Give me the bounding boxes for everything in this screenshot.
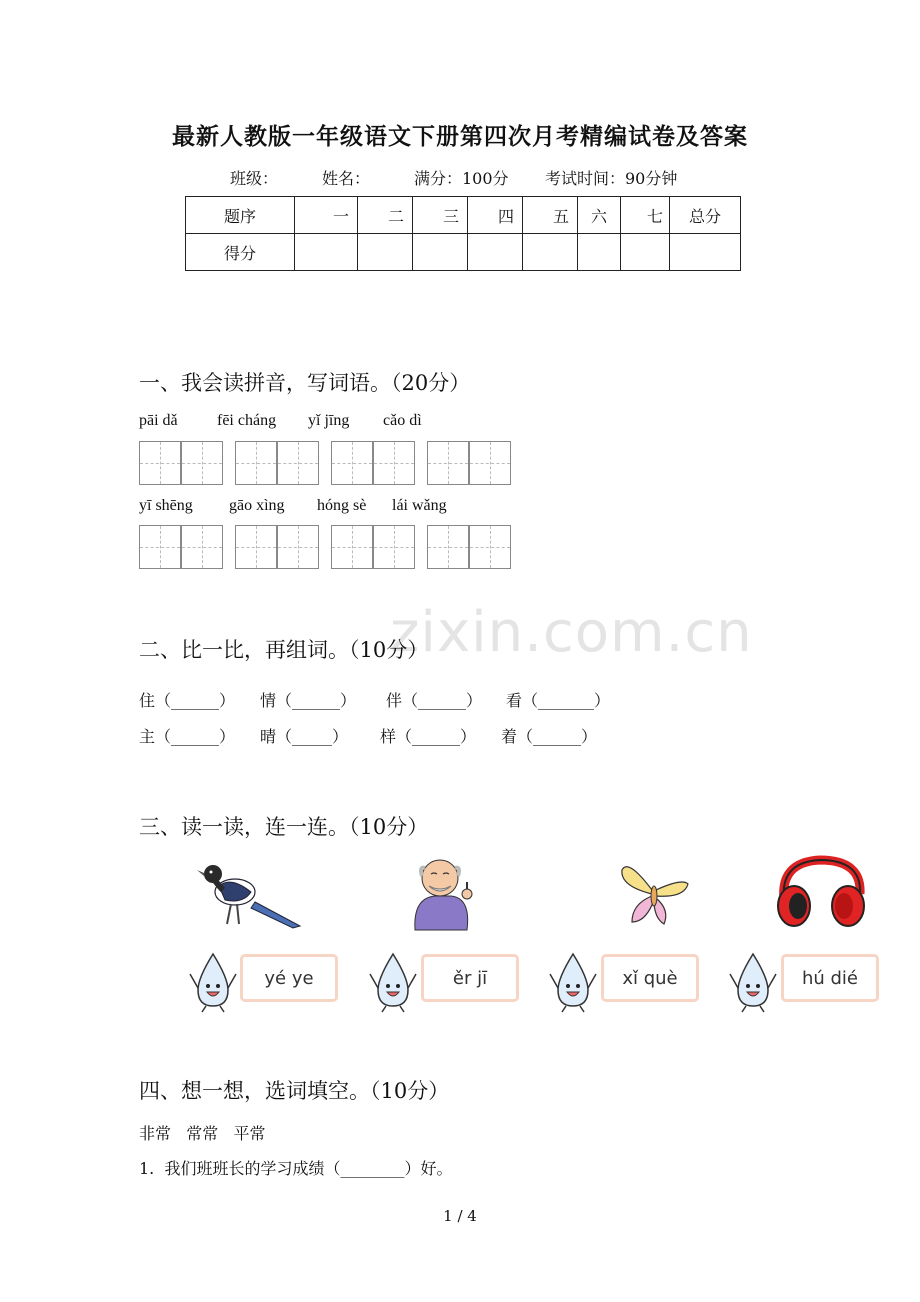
score-table [185,196,741,271]
score-cell[interactable] [468,234,523,271]
word-blank[interactable]: 伴（______） [386,691,483,710]
writing-cell[interactable] [235,441,277,485]
writing-cell[interactable] [469,441,511,485]
pinyin-label: gāo xìng [229,497,285,514]
writing-cell[interactable] [181,525,223,569]
score-cell[interactable] [295,234,358,271]
pinyin-label: yī shēng [139,497,193,514]
water-drop-icon [186,950,240,1014]
word-blank[interactable]: 住（______） [139,691,236,710]
water-drop-icon [726,950,780,1014]
writing-cell[interactable] [373,441,415,485]
pinyin-badge[interactable]: yé ye [240,954,338,1002]
header-cell: 四 [468,197,523,234]
writing-cell[interactable] [277,525,319,569]
score-cell[interactable] [578,234,621,271]
class-label: 班级： [230,169,279,188]
pinyin-label: cǎo dì [383,412,422,429]
word-blank[interactable]: 着（______） [501,727,598,746]
writing-cell[interactable] [181,441,223,485]
water-drop-icon [546,950,600,1014]
page-title: 最新人教版一年级语文下册第四次月考精编试卷及答案 [172,123,748,150]
question-1[interactable]: 1. 我们班班长的学习成绩（________）好。 [139,1159,453,1178]
score-table-header-row [186,197,741,234]
word-options: 非常 常常 平常 [139,1124,266,1143]
writing-cell[interactable] [331,525,373,569]
section3-title: 三、读一读，连一连。（10分） [139,815,429,839]
word-blank[interactable]: 看（_______） [506,691,611,710]
pinyin-badge[interactable]: xǐ què [601,954,699,1002]
headphones-icon[interactable] [770,854,870,934]
pinyin-label: lái wǎng [392,497,447,514]
water-drop-icon [366,950,420,1014]
word-blank[interactable]: 晴（_____） [260,727,349,746]
score-cell[interactable] [358,234,413,271]
writing-cell[interactable] [469,525,511,569]
pinyin-badge[interactable]: hú dié [781,954,879,1002]
exam-time: 考试时间：90分钟 [545,169,678,188]
header-cell: 七 [621,197,670,234]
writing-cell[interactable] [331,441,373,485]
full-score: 满分：100分 [414,169,509,188]
word-blank[interactable]: 主（______） [139,727,236,746]
score-cell[interactable] [670,234,741,271]
header-cell: 总分 [670,197,741,234]
word-blank[interactable]: 情（______） [260,691,357,710]
pinyin-label: hóng sè [317,497,367,514]
grandpa-icon[interactable] [405,852,480,932]
word-blank[interactable]: 样（______） [380,727,477,746]
score-cell[interactable] [523,234,578,271]
header-cell: 六 [578,197,621,234]
writing-cell[interactable] [139,441,181,485]
section4-title: 四、想一想，选词填空。（10分） [139,1079,450,1103]
writing-cell[interactable] [427,525,469,569]
name-label: 姓名： [322,169,371,188]
header-cell: 五 [523,197,578,234]
section1-title: 一、我会读拼音，写词语。（20分） [139,371,471,395]
writing-cell[interactable] [235,525,277,569]
score-cell[interactable] [621,234,670,271]
butterfly-icon[interactable] [618,856,690,930]
writing-cell[interactable] [277,441,319,485]
header-cell: 题序 [186,197,295,234]
pinyin-label: fēi cháng [217,412,277,429]
header-cell: 二 [358,197,413,234]
page-number: 1 / 4 [443,1207,477,1225]
watermark: zixin.com.cn [390,600,753,665]
score-cell[interactable] [413,234,468,271]
pinyin-badge[interactable]: ěr jī [421,954,519,1002]
section2-title: 二、比一比，再组词。（10分） [139,638,429,662]
header-cell: 一 [295,197,358,234]
row-label: 得分 [186,234,295,271]
writing-cell[interactable] [373,525,415,569]
score-table-row [186,234,741,271]
magpie-icon[interactable] [195,860,305,930]
header-cell: 三 [413,197,468,234]
writing-cell[interactable] [139,525,181,569]
pinyin-label: yǐ jīng [308,412,350,429]
writing-cell[interactable] [427,441,469,485]
pinyin-label: pāi dǎ [139,412,178,429]
